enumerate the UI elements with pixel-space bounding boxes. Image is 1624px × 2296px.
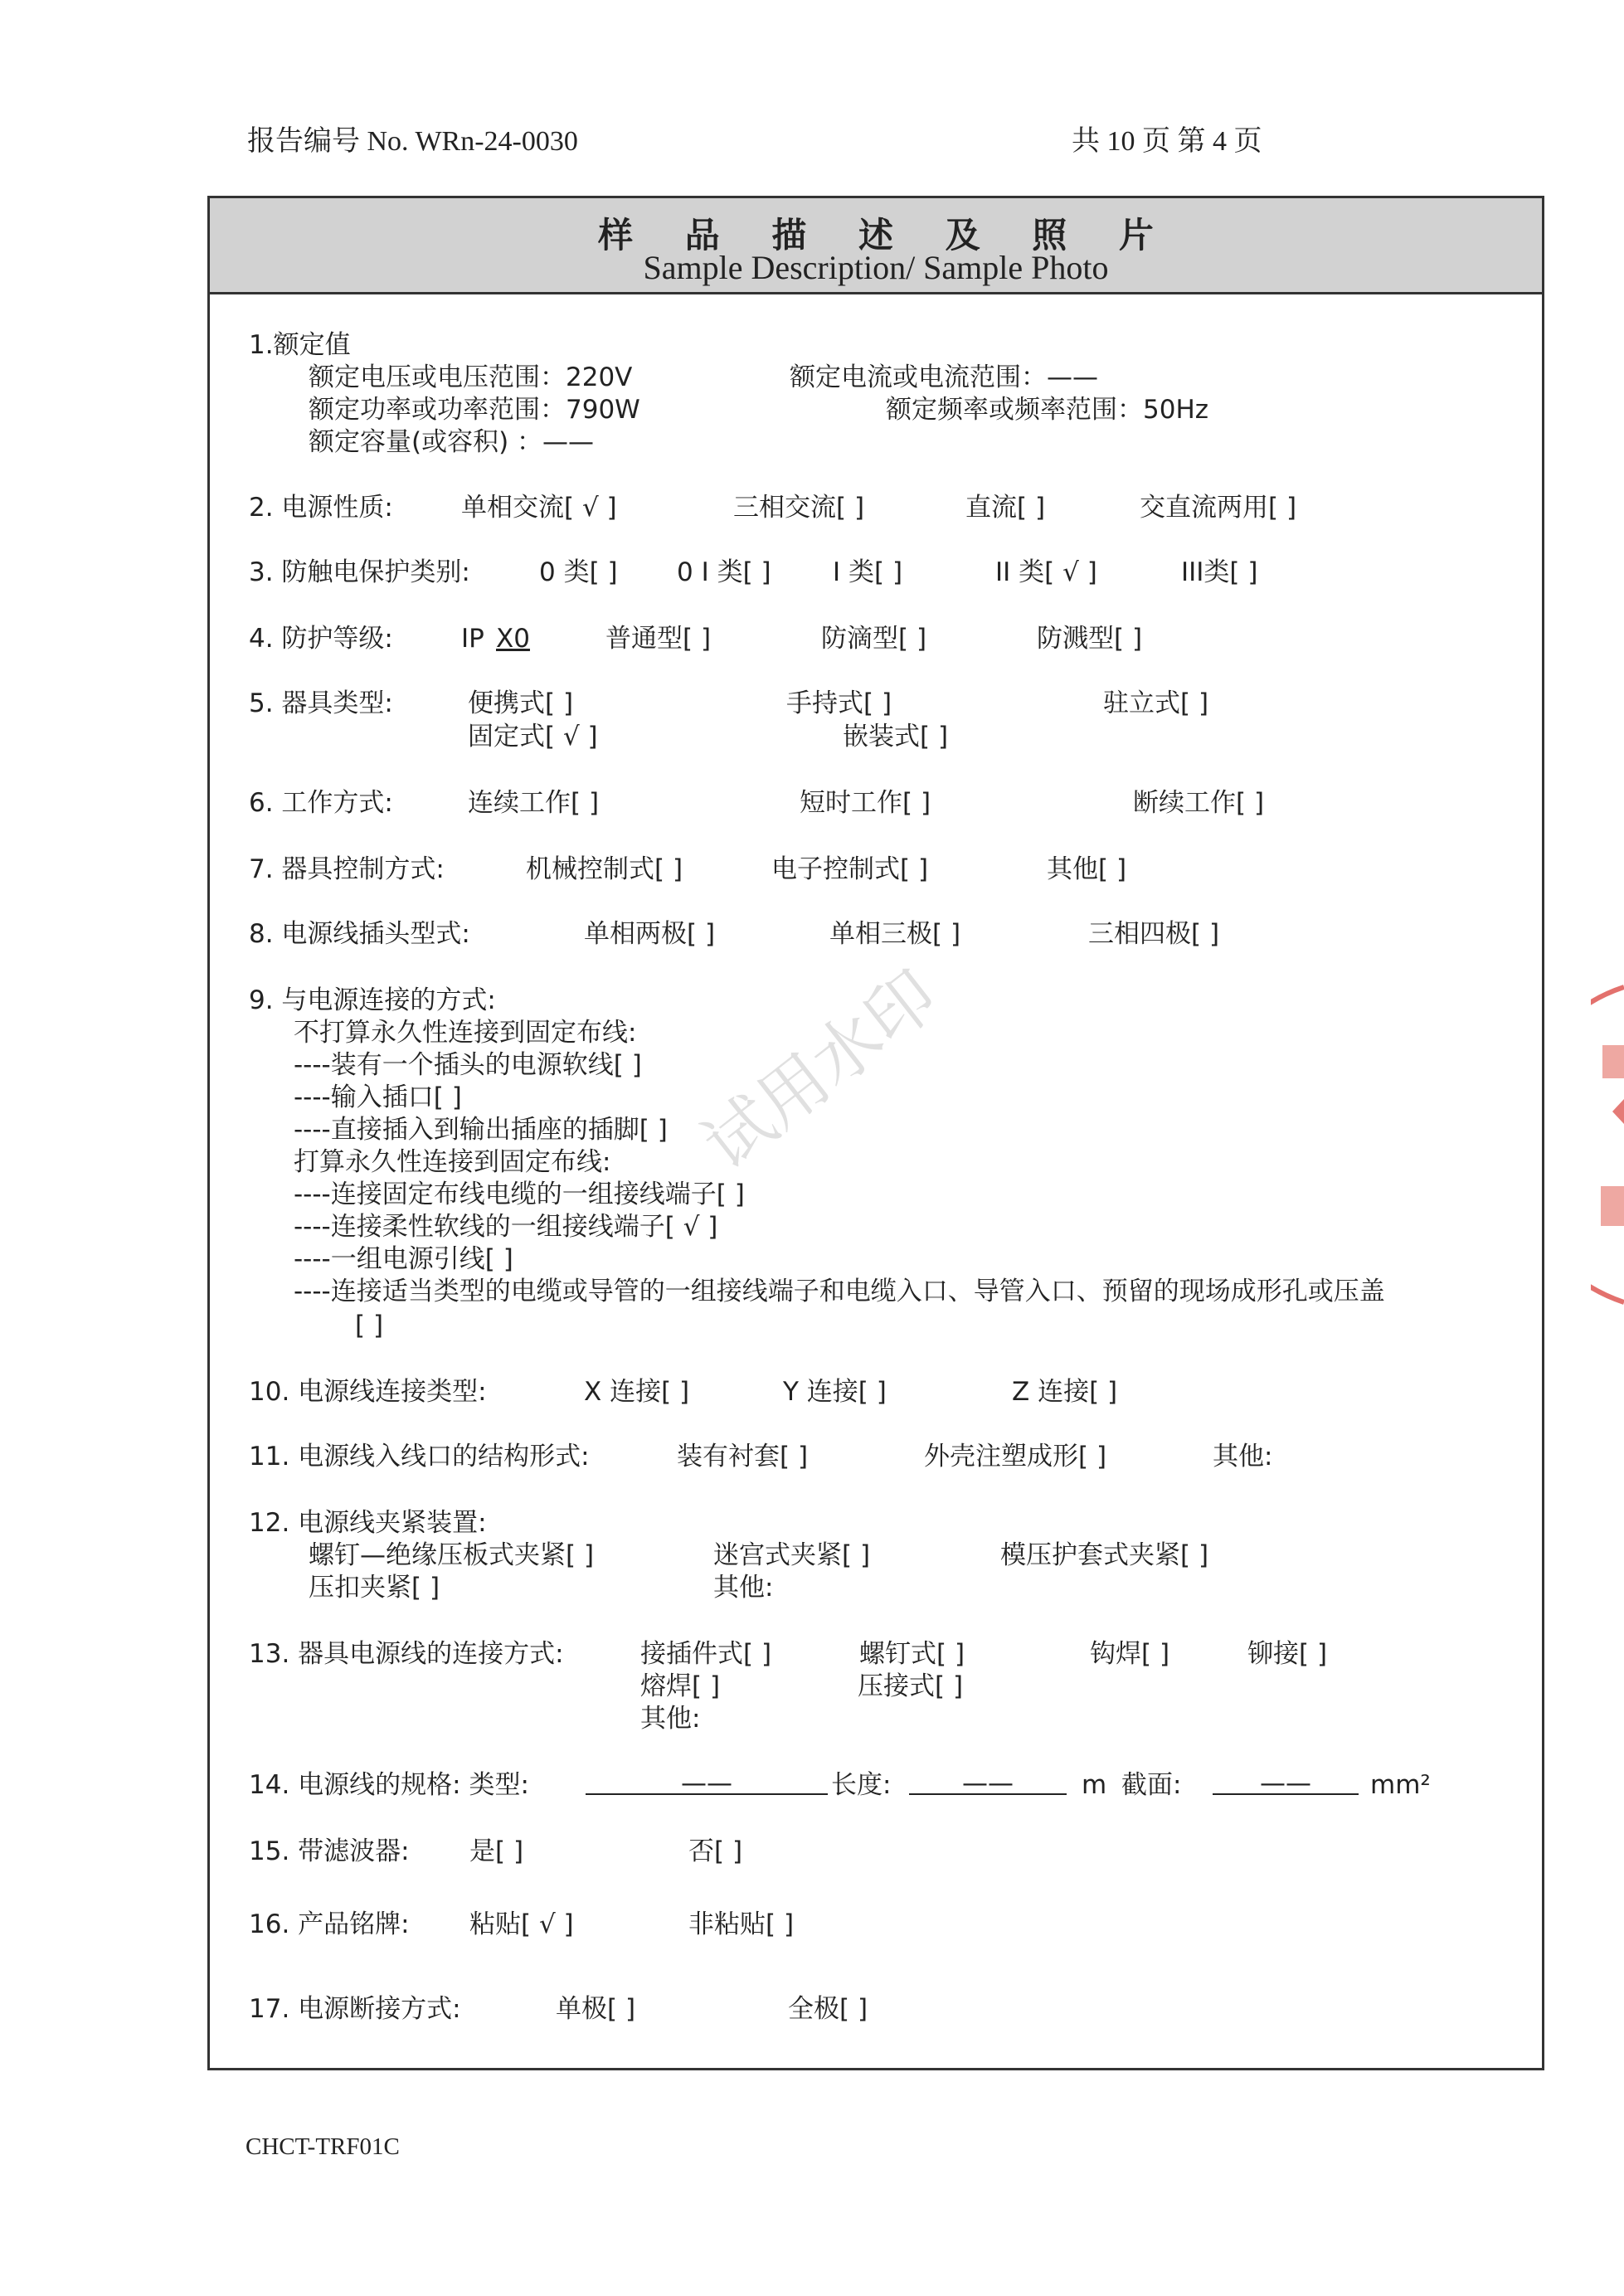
item-4-heading: 4. 防护等级: xyxy=(249,624,393,654)
option-screw-terminal: 螺钉式[ ] xyxy=(859,1639,965,1669)
option-label-non-adhesive: 非粘贴[ ] xyxy=(688,1909,795,1939)
item-7-heading: 7. 器具控制方式: xyxy=(249,854,445,884)
rated-current: 额定电流或电流范围：—— xyxy=(790,362,1098,392)
option-single-phase-3-pole: 单相三极[ ] xyxy=(829,919,961,949)
permanent-heading: 打算永久性连接到固定布线: xyxy=(294,1147,611,1177)
item-2-heading: 2. 电源性质: xyxy=(249,493,393,523)
option-ordinary: 普通型[ ] xyxy=(605,624,712,654)
option-z-attachment: Z 连接[ ] xyxy=(1012,1377,1118,1407)
option-filter-yes: 是[ ] xyxy=(469,1836,524,1866)
not-permanent-heading: 不打算永久性连接到固定布线: xyxy=(294,1018,637,1048)
option-label-adhesive: 粘贴[ √ ] xyxy=(469,1909,574,1939)
option-labyrinth: 迷宫式夹紧[ ] xyxy=(713,1540,871,1570)
item-8-heading: 8. 电源线插头型式: xyxy=(249,919,470,949)
option-fixed: 固定式[ √ ] xyxy=(468,722,598,752)
option-rivet: 铆接[ ] xyxy=(1247,1639,1328,1669)
option-class-0i: 0 I 类[ ] xyxy=(677,557,771,587)
option-dc: 直流[ ] xyxy=(965,493,1046,523)
item-16-heading: 16. 产品铭牌: xyxy=(249,1909,410,1939)
box-header xyxy=(210,198,1542,294)
option-filter-no: 否[ ] xyxy=(688,1836,743,1866)
option-all-pole: 全极[ ] xyxy=(788,1994,868,2024)
rated-voltage: 额定电压或电压范围：220V xyxy=(309,362,633,392)
option-hand-held: 手持式[ ] xyxy=(786,688,892,718)
ip-rating: X0 xyxy=(496,624,530,654)
cord-section-unit: mm² xyxy=(1370,1770,1431,1800)
option-cable-conduit-entry: ----连接适当类型的电缆或导管的一组接线端子和电缆入口、导管入口、预留的现场成形孔或压盖 xyxy=(294,1277,1385,1306)
cord-type-blank: —— xyxy=(586,1768,828,1795)
option-splash-proof: 防溅型[ ] xyxy=(1037,624,1143,654)
option-crimp: 压接式[ ] xyxy=(858,1671,964,1701)
rated-capacity: 额定容量(或容积) ：—— xyxy=(309,427,595,457)
watermark: 试用水印 xyxy=(689,956,953,1186)
ip-prefix: IP xyxy=(461,624,484,654)
cord-section-blank: —— xyxy=(1213,1768,1359,1795)
option-three-phase-ac: 三相交流[ ] xyxy=(733,493,865,523)
page-count: 共 10 页 第 4 页 xyxy=(1072,126,1262,157)
option-class-i: I 类[ ] xyxy=(833,557,903,587)
option-y-attachment: Y 连接[ ] xyxy=(783,1377,887,1407)
option-other-entry: 其他: xyxy=(1213,1442,1273,1471)
option-molded-enclosure: 外壳注塑成形[ ] xyxy=(924,1442,1107,1471)
option-connector: 接插件式[ ] xyxy=(640,1639,772,1669)
option-direct-plug-in: ----直接插入到输出插座的插脚[ ] xyxy=(294,1115,668,1145)
option-class-0: 0 类[ ] xyxy=(539,557,618,587)
cord-length-blank: —— xyxy=(909,1768,1067,1795)
cord-section-label: 截面: xyxy=(1121,1770,1182,1800)
option-single-pole: 单极[ ] xyxy=(556,1994,636,2024)
option-snap-clamp: 压扣夹紧[ ] xyxy=(309,1573,440,1603)
option-class-ii: II 类[ √ ] xyxy=(995,557,1097,587)
option-other-connection: 其他: xyxy=(640,1704,701,1734)
item-1-heading: 1.额定值 xyxy=(249,330,351,360)
option-other-control: 其他[ ] xyxy=(1047,854,1127,884)
item-9-heading: 9. 与电源连接的方式: xyxy=(249,985,496,1015)
item-15-heading: 15. 带滤波器: xyxy=(249,1836,410,1866)
item-14-heading: 14. 电源线的规格: 类型: xyxy=(249,1770,529,1800)
option-fixed-wiring-terminals: ----连接固定布线电缆的一组接线端子[ ] xyxy=(294,1180,745,1209)
option-three-phase-4-pole: 三相四极[ ] xyxy=(1088,919,1220,949)
option-flexible-cord-terminals: ----连接柔性软线的一组接线端子[ √ ] xyxy=(294,1212,718,1242)
option-screw-clamp: 螺钉—绝缘压板式夹紧[ ] xyxy=(309,1540,595,1570)
option-mechanical-control: 机械控制式[ ] xyxy=(526,854,683,884)
option-class-iii: III类[ ] xyxy=(1181,557,1258,587)
option-molded-sheath: 模压护套式夹紧[ ] xyxy=(1000,1540,1209,1570)
cord-length-label: 长度: xyxy=(831,1770,892,1800)
option-portable: 便携式[ ] xyxy=(468,688,574,718)
item-10-heading: 10. 电源线连接类型: xyxy=(249,1377,487,1407)
option-short-time: 短时工作[ ] xyxy=(800,788,931,818)
option-stationary: 驻立式[ ] xyxy=(1103,688,1209,718)
cord-length-unit: m xyxy=(1082,1770,1107,1800)
option-ac-dc: 交直流两用[ ] xyxy=(1140,493,1297,523)
option-cable-conduit-entry-box: [ ] xyxy=(355,1311,384,1340)
item-6-heading: 6. 工作方式: xyxy=(249,788,393,818)
option-continuous: 连续工作[ ] xyxy=(468,788,600,818)
option-x-attachment: X 连接[ ] xyxy=(584,1377,690,1407)
rated-frequency: 额定频率或频率范围：50Hz xyxy=(886,395,1209,425)
option-supply-leads: ----一组电源引线[ ] xyxy=(294,1244,513,1274)
option-built-in: 嵌装式[ ] xyxy=(843,722,949,752)
item-11-heading: 11. 电源线入线口的结构形式: xyxy=(249,1442,590,1471)
box-title-cn: 样 品 描 述 及 照 片 xyxy=(598,215,1174,255)
item-5-heading: 5. 器具类型: xyxy=(249,688,393,718)
item-3-heading: 3. 防触电保护类别: xyxy=(249,557,470,587)
seal-stamp-fragment xyxy=(1591,979,1624,1311)
item-12-heading: 12. 电源线夹紧装置: xyxy=(249,1508,487,1538)
item-13-heading: 13. 器具电源线的连接方式: xyxy=(249,1639,564,1669)
option-hook-solder: 钩焊[ ] xyxy=(1090,1639,1170,1669)
rated-power: 额定功率或功率范围：790W xyxy=(309,395,640,425)
form-code: CHCT-TRF01C xyxy=(246,2133,400,2160)
option-other-clamp: 其他: xyxy=(713,1573,774,1603)
option-electronic-control: 电子控制式[ ] xyxy=(771,854,929,884)
option-supply-cord-plug: ----装有一个插头的电源软线[ ] xyxy=(294,1050,642,1080)
report-number: 报告编号 No. WRn-24-0030 xyxy=(247,126,578,157)
option-single-phase-2-pole: 单相两极[ ] xyxy=(584,919,716,949)
option-intermittent: 断续工作[ ] xyxy=(1133,788,1265,818)
option-fusion-weld: 熔焊[ ] xyxy=(640,1671,721,1701)
option-appliance-inlet: ----输入插口[ ] xyxy=(294,1082,462,1112)
item-17-heading: 17. 电源断接方式: xyxy=(249,1994,461,2024)
option-bushing: 装有衬套[ ] xyxy=(677,1442,809,1471)
option-single-phase-ac: 单相交流[ √ ] xyxy=(461,493,617,523)
option-drip-proof: 防滴型[ ] xyxy=(821,624,927,654)
box-title-en: Sample Description/ Sample Photo xyxy=(643,249,1109,286)
